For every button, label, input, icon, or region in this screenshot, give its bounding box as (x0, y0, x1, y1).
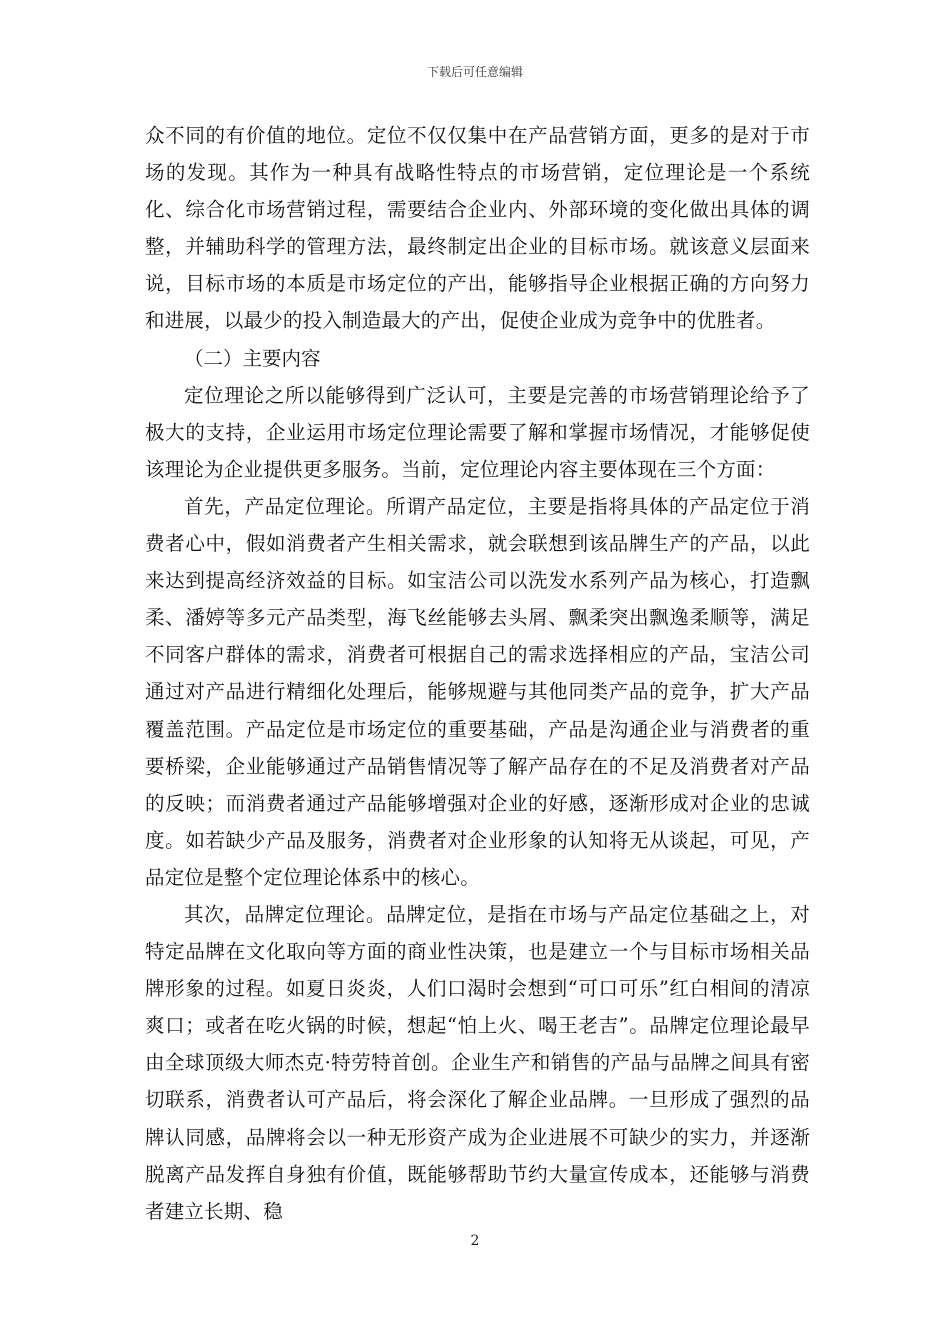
section-heading: （二）主要内容 (184, 346, 321, 370)
paragraph-4: 其次，品牌定位理论。品牌定位，是指在市场与产品定位基础之上，对特定品牌在文化取向等方面的商业性决策，也是建立一个与目标市场相关品牌形象的过程。如夏日炎炎，人们口渴时会想到“可口可乐”红白相间的清凉爽口；或者在吃火锅的时候，想起“怕上火、喝王老吉”。品牌定位理论最早由全球顶级大师杰克·特劳特首创。企业生产和销售的产品与品牌之间具有密切联系，消费者认可产品后，将会深化了解企业品牌。一旦形成了强烈的品牌认同感，品牌将会以一种无形资产成为企业进展不可缺少的实力，并逐渐脱离产品发挥自身独有价值，既能够帮助节约大量宣传成本，还能够与消费者建立长期、稳 (145, 902, 810, 1223)
page-header: 下载后可任意编辑 (426, 65, 523, 79)
document-body (145, 117, 810, 1230)
paragraph-3: 首先，产品定位理论。所谓产品定位，主要是指将具体的产品定位于消费者心中，假如消费者产生相关需求，就会联想到该品牌生产的产品，以此来达到提高经济效益的目标。如宝洁公司以洗发水系列产品为核心，打造飘柔、潘婷等多元产品类型，海飞丝能够去头屑、飘柔突出飘逸柔顺等，满足不同客户群体的需求，消费者可根据自己的需求选择相应的产品，宝洁公司通过对产品进行精细化处理后，能够规避与其他同类产品的竞争，扩大产品覆盖范围。产品定位是市场定位的重要基础，产品是沟通企业与消费者的重要桥梁，企业能够通过产品销售情况等了解产品存在的不足及消费者对产品的反映；而消费者通过产品能够增强对企业的好感，逐渐形成对企业的忠诚度。如若缺少产品及服务，消费者对企业形象的认知将无从谈起，可见，产品定位是整个定位理论体系中的核心。 (145, 494, 810, 889)
page-number: 2 (470, 1233, 480, 1249)
paragraph-1: 众不同的有价值的地位。定位不仅仅集中在产品营销方面，更多的是对于市场的发现。其作为一种具有战略性特点的市场营销，定位理论是一个系统化、综合化市场营销过程，需要结合企业内、外部环境的变化做出具体的调整，并辅助科学的管理方法，最终制定出企业的目标市场。就该意义层面来说，目标市场的本质是市场定位的产出，能够指导企业根据正确的方向努力和进展，以最少的投入制造最大的产出，促使企业成为竞争中的优胜者。 (145, 124, 810, 333)
paragraph-2: 定位理论之所以能够得到广泛认可，主要是完善的市场营销理论给予了极大的支持，企业运用市场定位理论需要了解和掌握市场情况，才能够促使该理论为企业提供更多服务。当前，定位理论内容主要体现在三个方面： (145, 383, 810, 481)
